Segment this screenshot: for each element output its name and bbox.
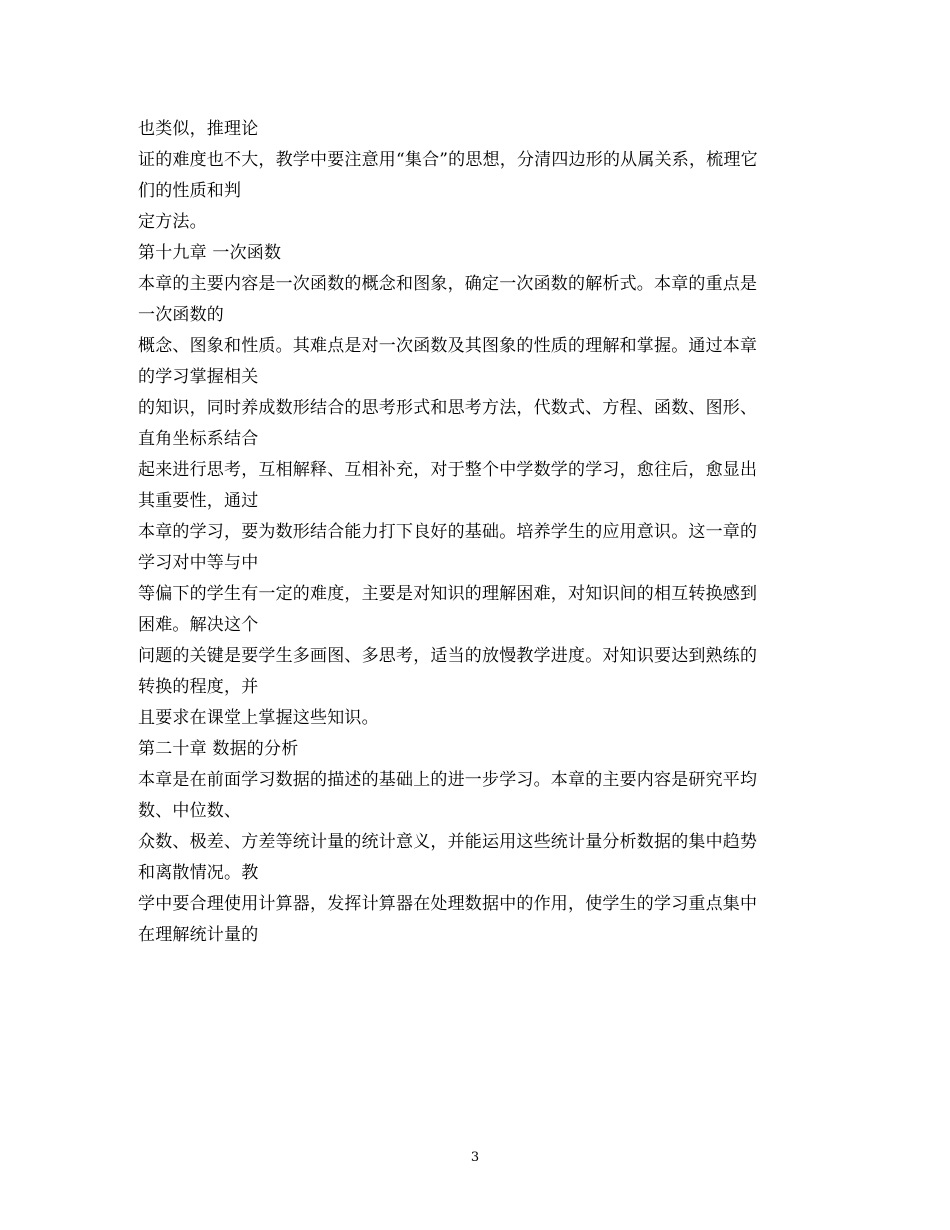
text-line: 直角坐标系结合 xyxy=(138,429,259,449)
text-line: 概念、图象和性质。其难点是对一次函数及其图象的性质的理解和掌握。通过本章 xyxy=(138,336,758,356)
body-text xyxy=(138,114,818,951)
text-line: 证的难度也不大，教学中要注意用“集合”的思想，分清四边形的从属关系，梳理它 xyxy=(138,150,758,170)
text-line: 且要求在课堂上掌握这些知识。 xyxy=(138,708,379,728)
text-line: 和离散情况。教 xyxy=(138,863,259,883)
chapter-heading: 第二十章 数据的分析 xyxy=(138,739,299,759)
text-line: 的知识，同时养成数形结合的思考形式和思考方法，代数式、方程、函数、图形、 xyxy=(138,398,758,418)
text-line: 在理解统计量的 xyxy=(138,925,259,945)
text-line: 定方法。 xyxy=(138,212,207,232)
text-line: 等偏下的学生有一定的难度，主要是对知识的理解困难，对知识间的相互转换感到 xyxy=(138,584,758,604)
text-line: 本章的学习，要为数形结合能力打下良好的基础。培养学生的应用意识。这一章的 xyxy=(138,522,758,542)
text-line: 问题的关键是要学生多画图、多思考，适当的放慢教学进度。对知识要达到熟练的 xyxy=(138,646,758,666)
text-line: 本章是在前面学习数据的描述的基础上的进一步学习。本章的主要内容是研究平均 xyxy=(138,770,758,790)
text-line: 本章的主要内容是一次函数的概念和图象，确定一次函数的解析式。本章的重点是 xyxy=(138,274,758,294)
text-line: 学中要合理使用计算器，发挥计算器在处理数据中的作用，使学生的学习重点集中 xyxy=(138,894,758,914)
text-line: 的学习掌握相关 xyxy=(138,367,259,387)
text-line: 数、中位数、 xyxy=(138,801,242,821)
text-line: 转换的程度，并 xyxy=(138,677,259,697)
text-line: 学习对中等与中 xyxy=(138,553,259,573)
text-line: 也类似，推理论 xyxy=(138,119,259,139)
text-line: 起来进行思考，互相解释、互相补充，对于整个中学数学的学习，愈往后，愈显出 xyxy=(138,460,758,480)
text-line: 困难。解决这个 xyxy=(138,615,259,635)
page-number: 3 xyxy=(470,1150,480,1165)
text-line: 其重要性，通过 xyxy=(138,491,259,511)
text-line: 众数、极差、方差等统计量的统计意义，并能运用这些统计量分析数据的集中趋势 xyxy=(138,832,758,852)
text-line: 一次函数的 xyxy=(138,305,224,325)
text-line: 们的性质和判 xyxy=(138,181,242,201)
chapter-heading: 第十九章 一次函数 xyxy=(138,243,282,263)
